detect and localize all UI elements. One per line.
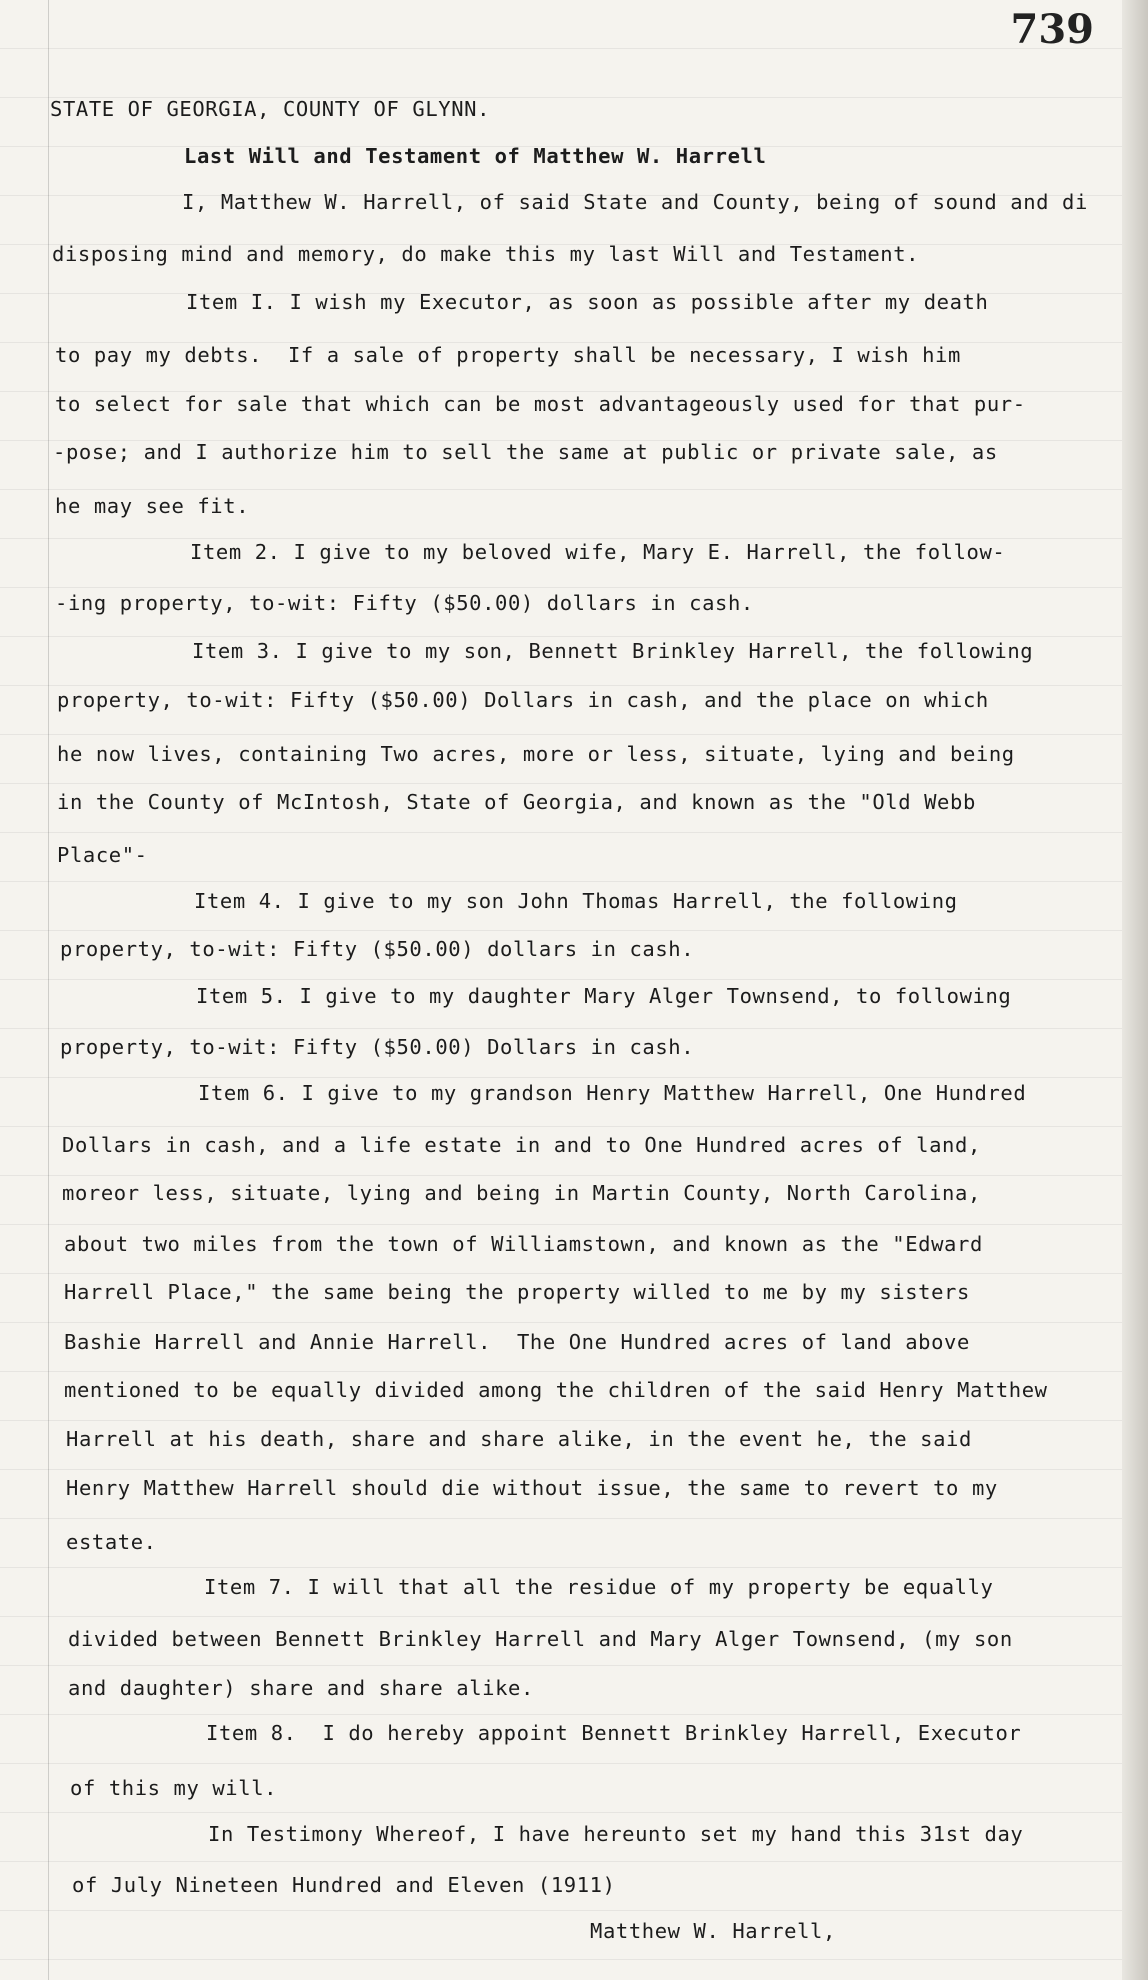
document-heading: STATE OF GEORGIA, COUNTY OF GLYNN.	[50, 97, 491, 121]
page-edge	[1122, 0, 1148, 1980]
text-line: he now lives, containing Two acres, more or less, situate, lying and being	[57, 742, 1015, 766]
text-line: -pose; and I authorize him to sell the same at public or private sale, as	[53, 440, 998, 464]
text-line: In Testimony Whereof, I have hereunto set my hand this 31st day	[208, 1822, 1024, 1846]
text-line: to select for sale that which can be most advantageously used for that pur-	[55, 392, 1026, 416]
text-line: of July Nineteen Hundred and Eleven (1911)	[72, 1873, 616, 1897]
text-line: Bashie Harrell and Annie Harrell. The One Hundred acres of land above	[64, 1330, 970, 1354]
text-line: Henry Matthew Harrell should die without issue, the same to revert to my	[66, 1476, 998, 1500]
text-line: I, Matthew W. Harrell, of said State and County, being of sound and di	[182, 190, 1088, 214]
text-line: disposing mind and memory, do make this my last Will and Testament.	[52, 242, 920, 266]
document-title: Last Will and Testament of Matthew W. Harrell	[184, 144, 767, 168]
text-line: to pay my debts. If a sale of property shall be necessary, I wish him	[55, 343, 961, 367]
text-line: property, to-wit: Fifty ($50.00) dollars in cash.	[60, 937, 695, 961]
text-line: Item 2. I give to my beloved wife, Mary E. Harrell, the follow-	[190, 540, 1006, 564]
text-line: Item 8. I do hereby appoint Bennett Brinkley Harrell, Executor	[206, 1721, 1022, 1745]
text-line: estate.	[66, 1530, 157, 1554]
text-line: Harrell at his death, share and share alike, in the event he, the said	[66, 1427, 972, 1451]
text-line: and daughter) share and share alike.	[68, 1676, 534, 1700]
text-line: -ing property, to-wit: Fifty ($50.00) dollars in cash.	[55, 591, 754, 615]
margin-rule	[48, 0, 49, 1980]
text-line: moreor less, situate, lying and being in Martin County, North Carolina,	[62, 1181, 981, 1205]
text-line: of this my will.	[70, 1776, 278, 1800]
text-line: property, to-wit: Fifty ($50.00) Dollars in cash, and the place on which	[57, 688, 989, 712]
text-line: Item 3. I give to my son, Bennett Brinkley Harrell, the following	[192, 639, 1034, 663]
text-line: Item 4. I give to my son John Thomas Harrell, the following	[194, 889, 958, 913]
text-line: Item 5. I give to my daughter Mary Alger Townsend, to following	[196, 984, 1012, 1008]
text-line: in the County of McIntosh, State of Georgia, and known as the "Old Webb	[57, 790, 976, 814]
text-line: Item 7. I will that all the residue of my property be equally	[204, 1575, 994, 1599]
text-line: Place"-	[57, 843, 148, 867]
signature-line: Matthew W. Harrell,	[590, 1919, 836, 1943]
text-line: he may see fit.	[55, 494, 250, 518]
text-line: Dollars in cash, and a life estate in and to One Hundred acres of land,	[62, 1133, 981, 1157]
page-number: 739	[1010, 6, 1094, 53]
text-line: Item I. I wish my Executor, as soon as possible after my death	[186, 290, 989, 314]
text-line: Item 6. I give to my grandson Henry Matthew Harrell, One Hundred	[198, 1081, 1027, 1105]
text-line: property, to-wit: Fifty ($50.00) Dollars in cash.	[60, 1035, 695, 1059]
text-line: Harrell Place," the same being the property willed to me by my sisters	[64, 1280, 970, 1304]
text-line: divided between Bennett Brinkley Harrell and Mary Alger Townsend, (my son	[68, 1627, 1013, 1651]
text-line: mentioned to be equally divided among the children of the said Henry Matthew	[64, 1378, 1048, 1402]
text-line: about two miles from the town of Williamstown, and known as the "Edward	[64, 1232, 983, 1256]
